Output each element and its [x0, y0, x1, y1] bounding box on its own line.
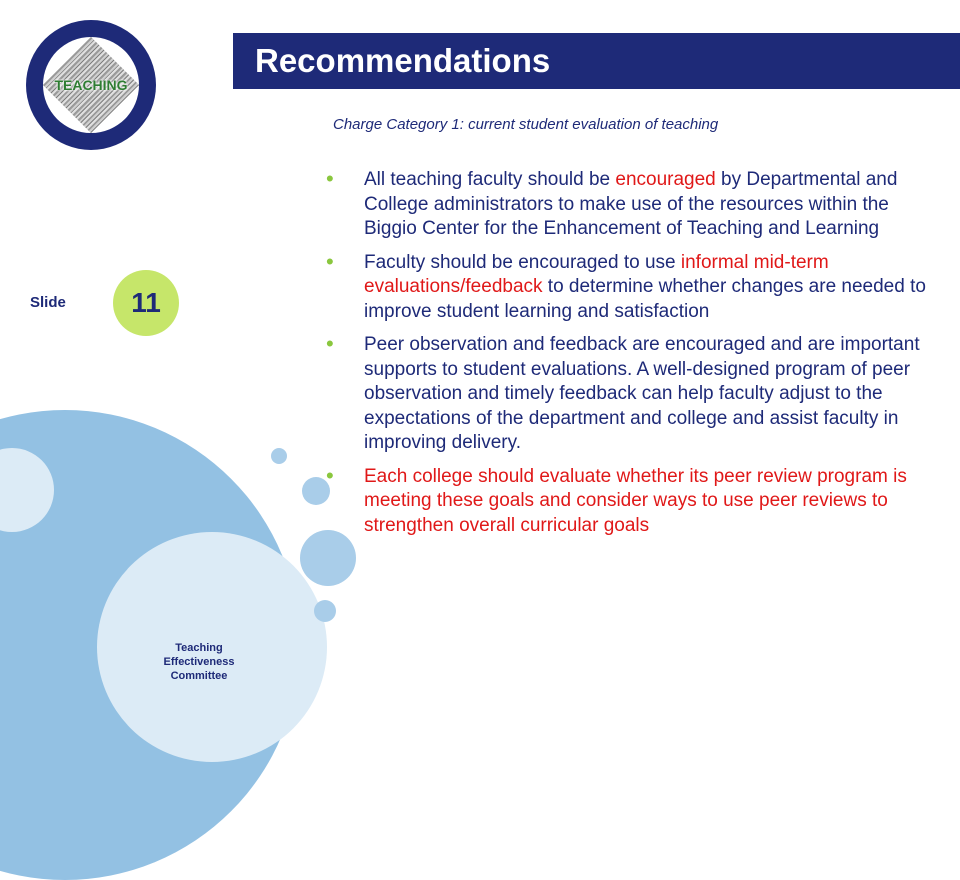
list-item	[326, 333, 946, 456]
committee-line-3: Committee	[170, 670, 228, 682]
bullet-text: Faculty should be encouraged to use	[364, 251, 681, 273]
committee-line-2: Effectiveness	[163, 656, 235, 668]
logo	[43, 37, 139, 133]
recommendation-list	[326, 168, 946, 547]
bullet-text: Each college should evaluate whether its peer review program is meeting these goals and consider ways to use peer reviews to strengthen overall curricular goals	[364, 465, 907, 536]
bullet-text: to determine whether changes are needed to improve student learning and satisfaction	[364, 276, 926, 322]
logo-word: TEACHING	[54, 77, 128, 93]
committee-line-1: Teaching	[175, 642, 223, 654]
bullet-text: Peer observation and feedback are encouraged and are important supports to student evaluations. A well-designed program of peer observation and timely feedback can help faculty adjust to the expectations of the department and college and assist faculty in improving delivery.	[364, 334, 920, 453]
subtitle: Charge Category 1: current student evaluation of teaching	[333, 116, 719, 133]
list-item	[326, 248, 946, 325]
bullet-highlight: encouraged	[615, 169, 716, 190]
bullet-icon: •	[326, 248, 334, 274]
page-title: Recommendations	[255, 42, 551, 79]
bullet-text: All teaching faculty should be	[364, 169, 616, 190]
list-item	[326, 462, 946, 539]
decor-circle-small-1	[271, 448, 287, 464]
list-item	[326, 168, 946, 242]
title-bar	[230, 33, 960, 89]
bullet-icon: •	[326, 166, 334, 191]
bullet-highlight: informal mid-term evaluations/feedback	[364, 251, 829, 297]
bullet-text: by Departmental and College administrators to make use of the resources within the Biggio Center for the Enhancement of Teaching and Learning	[364, 169, 898, 239]
decor-circle-small-3	[314, 600, 336, 622]
slide-number-badge: 11	[113, 270, 179, 336]
bullet-icon: •	[326, 462, 334, 488]
bullet-icon: •	[326, 331, 334, 356]
slide-label: Slide	[30, 294, 66, 311]
committee-name	[140, 641, 258, 683]
